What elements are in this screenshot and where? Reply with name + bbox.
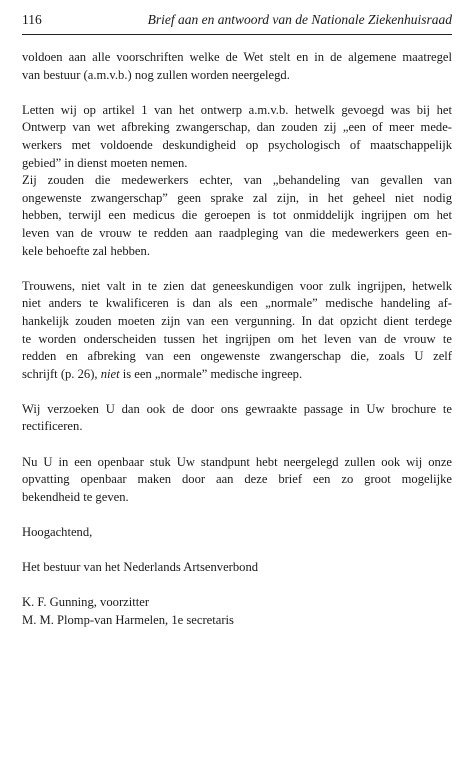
closing-salutation (22, 524, 452, 542)
paragraph-5 (22, 401, 452, 436)
document-page (22, 12, 452, 630)
text-line: voldoen aan alle voorschriften welke de Wet stelt en in de algemene maatregel (22, 50, 452, 64)
paragraph-2 (22, 102, 452, 172)
text-line: leven van de vrouw te redden aan raadpleging van die medewerkers geen en- (22, 225, 452, 240)
text-line: opvatting openbaar maken door aan deze brief een zo groot mogelijke (22, 472, 452, 487)
signatory-chair: K. F. Gunning, voorzitter (22, 595, 150, 610)
board-signature (22, 559, 452, 577)
running-title: Brief aan en antwoord van de Nationale Ziekenhuisraad (147, 12, 452, 27)
emphasis-text: niet (100, 366, 120, 381)
text-line: Nu U in een openbaar stuk Uw standpunt hebt neergelegd zullen ook wij onze (22, 454, 452, 469)
text-line: Hoogachtend, (22, 525, 93, 540)
text-line: Ontwerp van wet afbreking zwangerschap, dan zouden zij „een of meer mede- (22, 120, 452, 135)
text-line: kele behoefte zal hebben. (22, 243, 150, 258)
text-line: ongewenste zwangerschap” geen sprake zal zijn, in het geheel niet nodig (22, 190, 452, 205)
text-line: bekendheid te geven. (22, 489, 129, 504)
text-line: rectificeren. (22, 419, 83, 434)
text-line: Het bestuur van het Nederlands Artsenverbond (22, 560, 259, 575)
text-line: Wij verzoeken U dan ook de door ons gewraakte passage in Uw brochure te (22, 401, 452, 416)
signatories (22, 594, 452, 629)
text-line: Zij zouden die medewerkers echter, van „behandeling van gevallen van (22, 173, 452, 188)
paragraph-6 (22, 454, 452, 507)
text-line: hebben, terwijl een medicus die geroepen is tot onmiddelijk ingrijpen om het (22, 208, 452, 223)
text-line: Trouwens, niet valt in te zien dat geneeskundigen voor zulk ingrijpen, hetwelk (22, 278, 452, 293)
text-line: gebied” in dienst moeten nemen. (22, 155, 188, 170)
paragraph-3 (22, 172, 452, 260)
text-run: schrijft (p. 26), (22, 366, 101, 381)
paragraph-4 (22, 278, 452, 384)
text-line: niet anders te kwalificeren is dan als een „normale” medische handeling af- (22, 296, 452, 311)
signatory-secretary: M. M. Plomp-van Harmelen, 1e secretaris (22, 613, 234, 627)
running-header (22, 12, 452, 35)
page-number: 116 (22, 12, 42, 27)
text-line: werkers met voldoende deskundigheid op psychologisch of maatschappelijk (22, 137, 452, 152)
text-line: te worden onderscheiden tussen het ingrijpen om het leven van de vrouw te (22, 331, 452, 346)
paragraph-1 (22, 49, 452, 84)
text-line: hankelijk zouden moeten zijn van een vergunning. In dat opzicht dient terdege (22, 313, 452, 328)
text-line: Letten wij op artikel 1 van het ontwerp a.m.v.b. hetwelk gevoegd was bij het (22, 102, 452, 117)
text-line (22, 366, 452, 384)
text-line: van bestuur (a.m.v.b.) nog zullen worden neergelegd. (22, 67, 290, 82)
letter-body (22, 49, 452, 630)
text-line: redden en afbreking van een ongewenste zwangerschap die, zoals U zelf (22, 349, 452, 364)
text-run: is een „normale” medische ingreep. (119, 366, 303, 381)
